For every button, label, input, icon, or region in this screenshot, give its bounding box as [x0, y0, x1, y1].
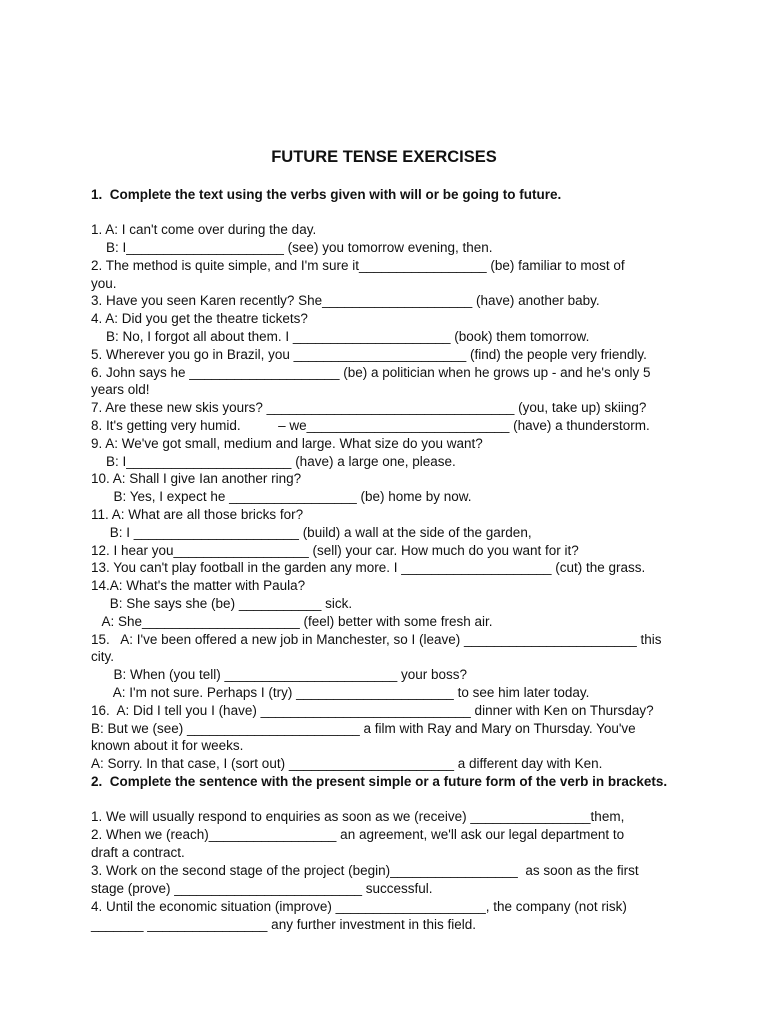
exercise-line: B: She says she (be) ___________ sick. — [91, 596, 353, 611]
exercise-line: 2. When we (reach)_________________ an agreement, we'll ask our legal department to — [91, 827, 625, 842]
exercise-line: A: Sorry. In that case, I (sort out) ______________________ a different day with Ken. — [91, 756, 603, 771]
exercise-line: _______ ________________ any further investment in this field. — [91, 917, 477, 932]
exercise-line: 11. A: What are all those bricks for? — [91, 507, 304, 522]
exercise-line: draft a contract. — [91, 845, 185, 860]
exercise-line: known about it for weeks. — [91, 738, 244, 753]
exercise-line: city. — [91, 649, 114, 664]
exercise-line: 2. The method is quite simple, and I'm sure it_________________ (be) familiar to most of — [91, 258, 625, 273]
section-1-heading: 1. Complete the text using the verbs given with will or be going to future. — [91, 187, 562, 202]
exercise-line: 1. A: I can't come over during the day. — [91, 222, 317, 237]
exercise-line: 8. It's getting very humid. – we___________________________ (have) a thunderstorm. — [91, 418, 650, 433]
exercise-line: 5. Wherever you go in Brazil, you _______________________ (find) the people very friendly. — [91, 347, 647, 362]
exercise-line: 4. A: Did you get the theatre tickets? — [91, 311, 308, 326]
exercise-line: 10. A: Shall I give Ian another ring? — [91, 471, 302, 486]
exercise-line: stage (prove) _________________________ successful. — [91, 881, 433, 896]
exercise-line: 1. We will usually respond to enquiries as soon as we (receive) ________________them, — [91, 809, 625, 824]
exercise-line: you. — [91, 276, 117, 291]
exercise-line: B: I_____________________ (see) you tomorrow evening, then. — [91, 240, 493, 255]
exercise-line: 4. Until the economic situation (improve) ____________________, the company (not risk) — [91, 899, 627, 914]
exercise-line: 7. Are these new skis yours? _________________________________ (you, take up) skiing? — [91, 400, 647, 415]
exercise-line: 16. A: Did I tell you I (have) ____________________________ dinner with Ken on Thursday? — [91, 703, 654, 718]
exercise-line: A: I'm not sure. Perhaps I (try) _____________________ to see him later today. — [91, 685, 590, 700]
exercise-line: 14.A: What's the matter with Paula? — [91, 578, 306, 593]
exercise-line: 3. Have you seen Karen recently? She____________________ (have) another baby. — [91, 293, 600, 308]
exercise-line: B: When (you tell) _______________________ your boss? — [91, 667, 468, 682]
exercise-line: B: I______________________ (have) a large one, please. — [91, 454, 456, 469]
exercise-line: 13. You can't play football in the garden any more. I ____________________ (cut) the grass. — [91, 560, 646, 575]
exercise-line: B: I ______________________ (build) a wall at the side of the garden, — [91, 525, 532, 540]
exercise-line: 3. Work on the second stage of the project (begin)_________________ as soon as the first — [91, 863, 639, 878]
exercise-line: B: But we (see) _______________________ a film with Ray and Mary on Thursday. You've — [91, 721, 636, 736]
exercise-line: 15. A: I've been offered a new job in Manchester, so I (leave) _______________________ this — [91, 632, 662, 647]
exercise-line: A: She_____________________ (feel) better with some fresh air. — [91, 614, 493, 629]
exercise-line: 9. A: We've got small, medium and large. What size do you want? — [91, 436, 483, 451]
section-2-heading: 2. Complete the sentence with the present simple or a future form of the verb in brackets. — [91, 774, 668, 789]
exercise-line: B: No, I forgot all about them. I _____________________ (book) them tomorrow. — [91, 329, 590, 344]
exercise-line: B: Yes, I expect he _________________ (be) home by now. — [91, 489, 472, 504]
exercise-line: years old! — [91, 382, 150, 397]
exercise-line: 12. I hear you__________________ (sell) your car. How much do you want for it? — [91, 543, 579, 558]
exercise-line: 6. John says he ____________________ (be) a politician when he grows up - and he's only 5 — [91, 365, 651, 380]
worksheet-title: FUTURE TENSE EXERCISES — [271, 148, 497, 166]
